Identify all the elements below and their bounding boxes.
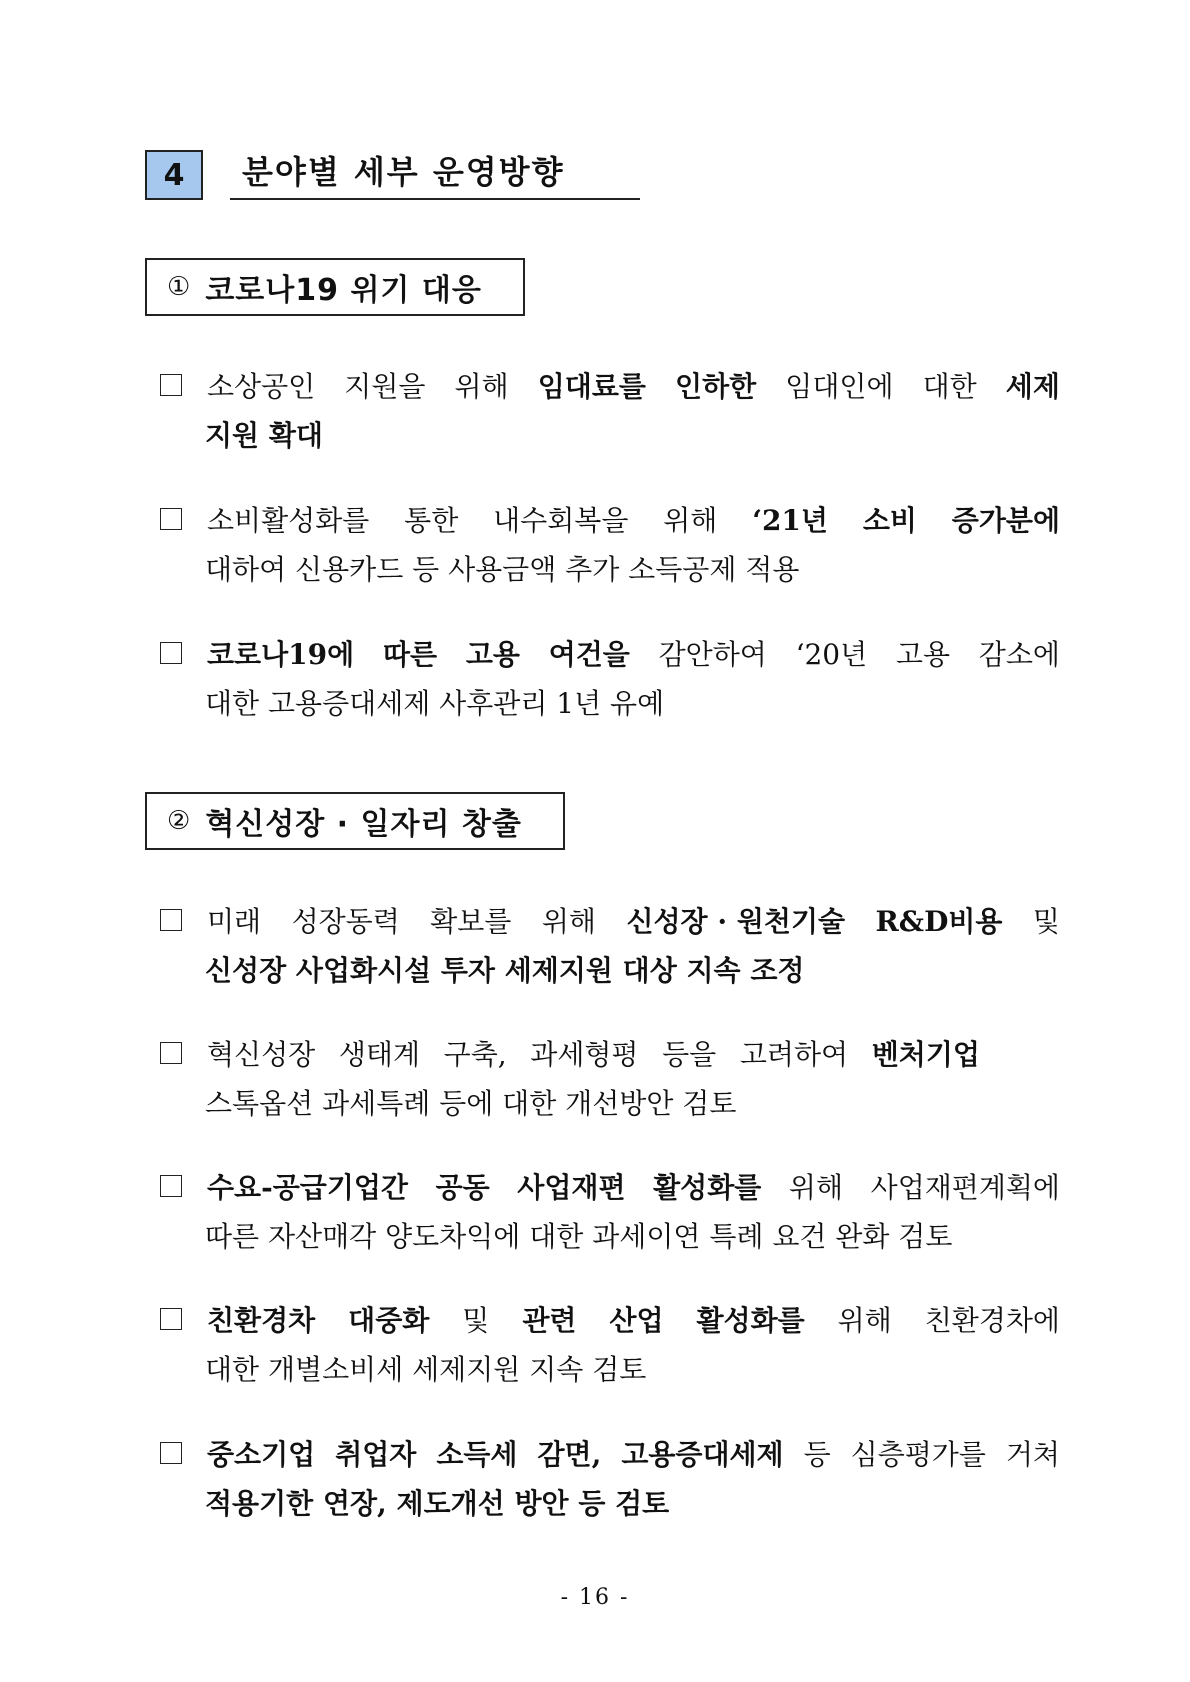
checkbox-bullet bbox=[160, 1308, 182, 1330]
checkbox-bullet bbox=[160, 508, 182, 530]
item-line-2: 따른 자산매각 양도차익에 대한 과세이연 특례 요건 완화 검토 bbox=[205, 1220, 953, 1253]
item-line-1: 소비활성화를 통한 내수회복을 위해 ‘21년 소비 증가분에 bbox=[207, 504, 1060, 537]
checkbox-bullet bbox=[160, 1442, 182, 1464]
subsection-2-box bbox=[145, 792, 565, 850]
circled-number-1: ① bbox=[167, 272, 192, 302]
list-item bbox=[160, 630, 1060, 728]
item-line-1: 코로나19에 따른 고용 여건을 감안하여 ‘20년 고용 감소에 bbox=[207, 638, 1060, 671]
item-line-2: 스톡옵션 과세특례 등에 대한 개선방안 검토 bbox=[205, 1087, 737, 1120]
checkbox-bullet bbox=[160, 642, 182, 664]
circled-number-2: ② bbox=[167, 806, 192, 836]
checkbox-bullet bbox=[160, 1175, 182, 1197]
checkbox-bullet bbox=[160, 909, 182, 931]
item-line-1: 중소기업 취업자 소득세 감면, 고용증대세제 등 심층평가를 거쳐 bbox=[207, 1438, 1060, 1471]
list-item bbox=[160, 1030, 1060, 1128]
item-line-1: 혁신성장 생태계 구축, 과세형평 등을 고려하여 벤처기업 bbox=[207, 1038, 980, 1071]
list-item bbox=[160, 1163, 1060, 1261]
checkbox-bullet bbox=[160, 1042, 182, 1064]
item-line-1: 수요-공급기업간 공동 사업재편 활성화를 위해 사업재편계획에 bbox=[207, 1171, 1060, 1204]
item-line-2: 대한 개별소비세 세제지원 지속 검토 bbox=[205, 1353, 647, 1386]
item-line-1: 친환경차 대중화 및 관련 산업 활성화를 위해 친환경차에 bbox=[207, 1304, 1060, 1337]
section-title: 분야별 세부 운영방향 bbox=[230, 150, 640, 200]
list-item bbox=[160, 897, 1060, 995]
section-header bbox=[145, 150, 640, 202]
section-number: 4 bbox=[145, 150, 203, 200]
subsection-1-title: 코로나19 위기 대응 bbox=[205, 273, 482, 308]
checkbox-bullet bbox=[160, 374, 182, 396]
item-line-2: 지원 확대 bbox=[205, 419, 323, 452]
item-line-2: 대한 고용증대세제 사후관리 1년 유예 bbox=[205, 687, 665, 720]
subsection-2-title: 혁신성장 · 일자리 창출 bbox=[205, 807, 522, 842]
list-item bbox=[160, 496, 1060, 594]
list-item bbox=[160, 1430, 1060, 1528]
item-line-2: 적용기한 연장, 제도개선 방안 등 검토 bbox=[205, 1487, 670, 1520]
item-line-2: 대하여 신용카드 등 사용금액 추가 소득공제 적용 bbox=[205, 553, 800, 586]
list-item bbox=[160, 362, 1060, 460]
item-line-1: 소상공인 지원을 위해 임대료를 인하한 임대인에 대한 세제 bbox=[207, 370, 1060, 403]
item-line-2: 신성장 사업화시설 투자 세제지원 대상 지속 조정 bbox=[205, 954, 805, 987]
page-number: - 16 - bbox=[560, 1585, 630, 1610]
item-line-1: 미래 성장동력 확보를 위해 신성장 · 원천기술 R&D비용 및 bbox=[207, 905, 1060, 938]
subsection-1-box bbox=[145, 258, 525, 316]
list-item bbox=[160, 1296, 1060, 1394]
